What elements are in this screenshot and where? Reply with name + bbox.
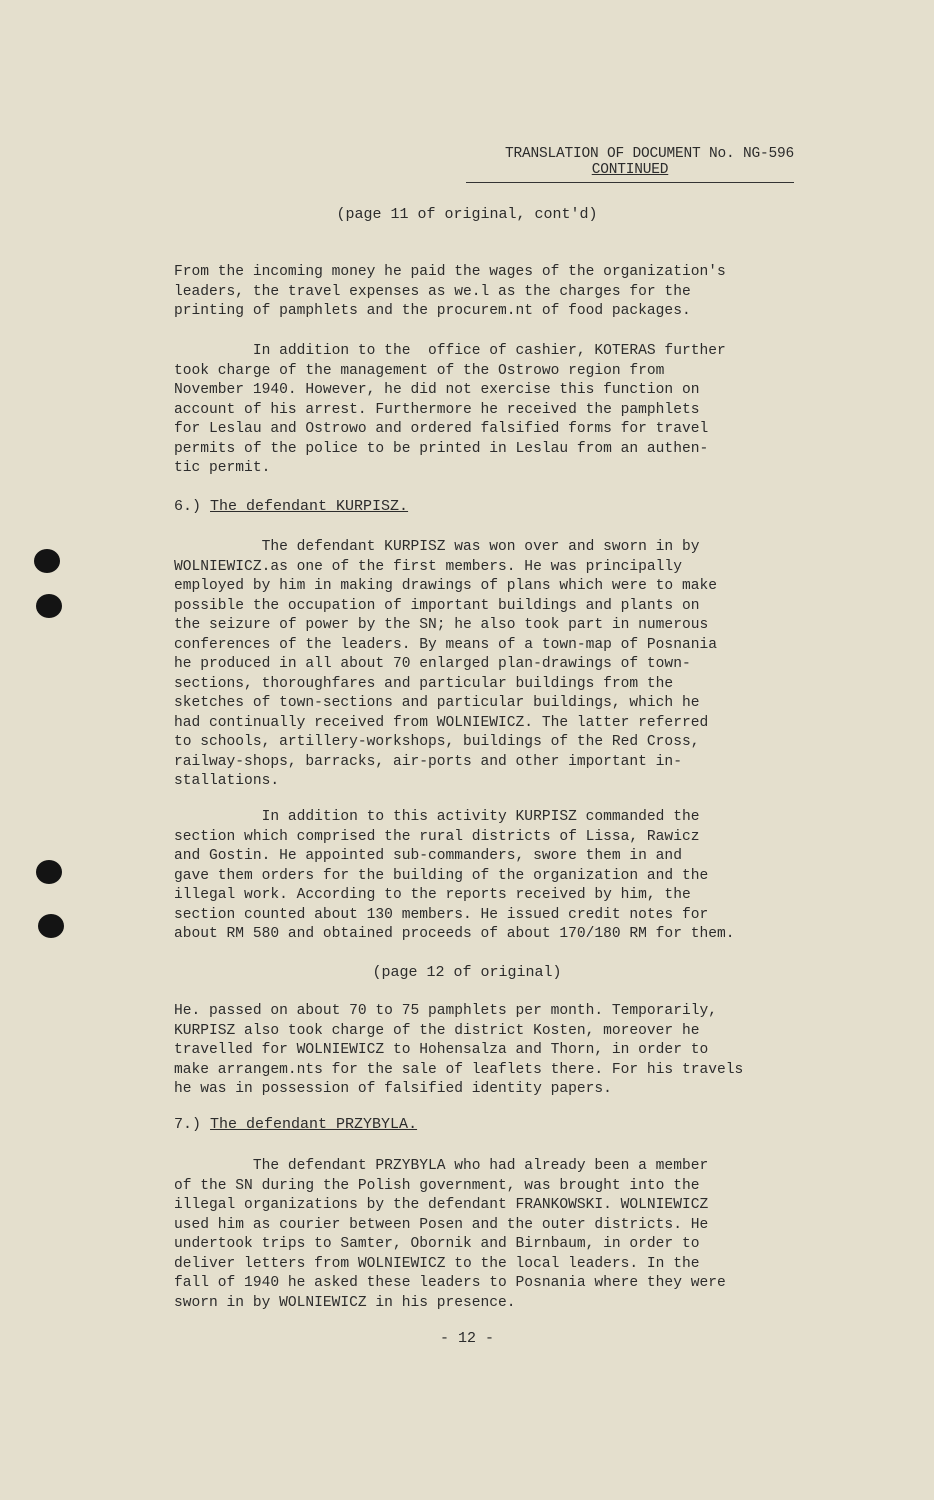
section-heading-przybyla (174, 1116, 417, 1133)
header-title: TRANSLATION OF DOCUMENT No. NG-596 (504, 146, 794, 162)
paragraph-przybyla: The defendant PRZYBYLA who had already been a member of the SN during the Polish government, was brought into the illegal organizations by the defendant FRANKOWSKI. WOLNIEWICZ used him as courier between Posen and the outer districts. He undertook trips to Samter, Obornik and Birnbaum, in order to deliver letters from WOLNIEWICZ to the local leaders. In the fall of 1940 he asked these leaders to Posnania where they were sworn in by WOLNIEWICZ in his presence. (174, 1158, 726, 1311)
punch-hole (38, 914, 64, 938)
punch-hole (36, 860, 62, 884)
document-header (466, 146, 794, 183)
punch-hole (34, 549, 60, 573)
paragraph-koteras: In addition to the office of cashier, KOTERAS further took charge of the management of the Ostrowo region from November 1940. However, he did not exercise this function on account of his arrest. Furthermore he received the pamphlets for Leslau and Ostrowo and ordered falsified forms for travel permits of the police to be printed in Leslau from an authen- tic permit. (174, 343, 726, 476)
paragraph-kurpisz-drawings: The defendant KURPISZ was won over and sworn in by WOLNIEWICZ.as one of the first members. He was principally employed by him in making drawings of plans which were to make possible the occupation of important buildings and plants on the seizure of power by the SN; he also took part in numerous conferences of the leaders. By means of a town-map of Posnania he produced in all about 70 enlarged plan-drawings of town- sections, thoroughfares and particular buildings from the sketches of town-sections and particular buildings, which he had continually received from WOLNIEWICZ. The latter referred to schools, artillery-workshops, buildings of the Red Cross, railway-shops, barracks, air-ports and other important in- stallations. (174, 539, 717, 789)
section-title: The defendant KURPISZ. (210, 498, 409, 515)
page-reference-12: (page 12 of original) (372, 964, 562, 981)
punch-hole (36, 594, 62, 618)
section-heading-kurpisz (174, 498, 408, 515)
page-reference-11: (page 11 of original, cont'd) (336, 206, 598, 223)
page-number: - 12 - (439, 1330, 494, 1347)
paragraph-pamphlets: He. passed on about 70 to 75 pamphlets per month. Temporarily, KURPISZ also took charge of the district Kosten, moreover he travelled for WOLNIEWICZ to Hohensalza and Thorn, in order to make arrangem.nts for the sale of leaflets there. For his travels he was in possession of falsified identity papers. (174, 1003, 744, 1097)
section-number: 6.) (174, 498, 202, 515)
header-rule (466, 182, 794, 183)
section-number: 7.) (174, 1116, 202, 1133)
section-title: The defendant PRZYBYLA. (210, 1116, 418, 1133)
paragraph-wages: From the incoming money he paid the wages of the organization's leaders, the travel expenses as we.l as the charges for the printing of pamphlets and the procurem.nt of food packages. (174, 264, 726, 319)
header-continued: CONTINUED (591, 162, 669, 178)
paragraph-kurpisz-section: In addition to this activity KURPISZ commanded the section which comprised the rural districts of Lissa, Rawicz and Gostin. He appointed sub-commanders, swore them in and gave them orders for the building of the organization and the illegal work. According to the reports received by him, the section counted about 130 members. He issued credit notes for about RM 580 and obtained proceeds of about 170/180 RM for them. (174, 809, 735, 942)
